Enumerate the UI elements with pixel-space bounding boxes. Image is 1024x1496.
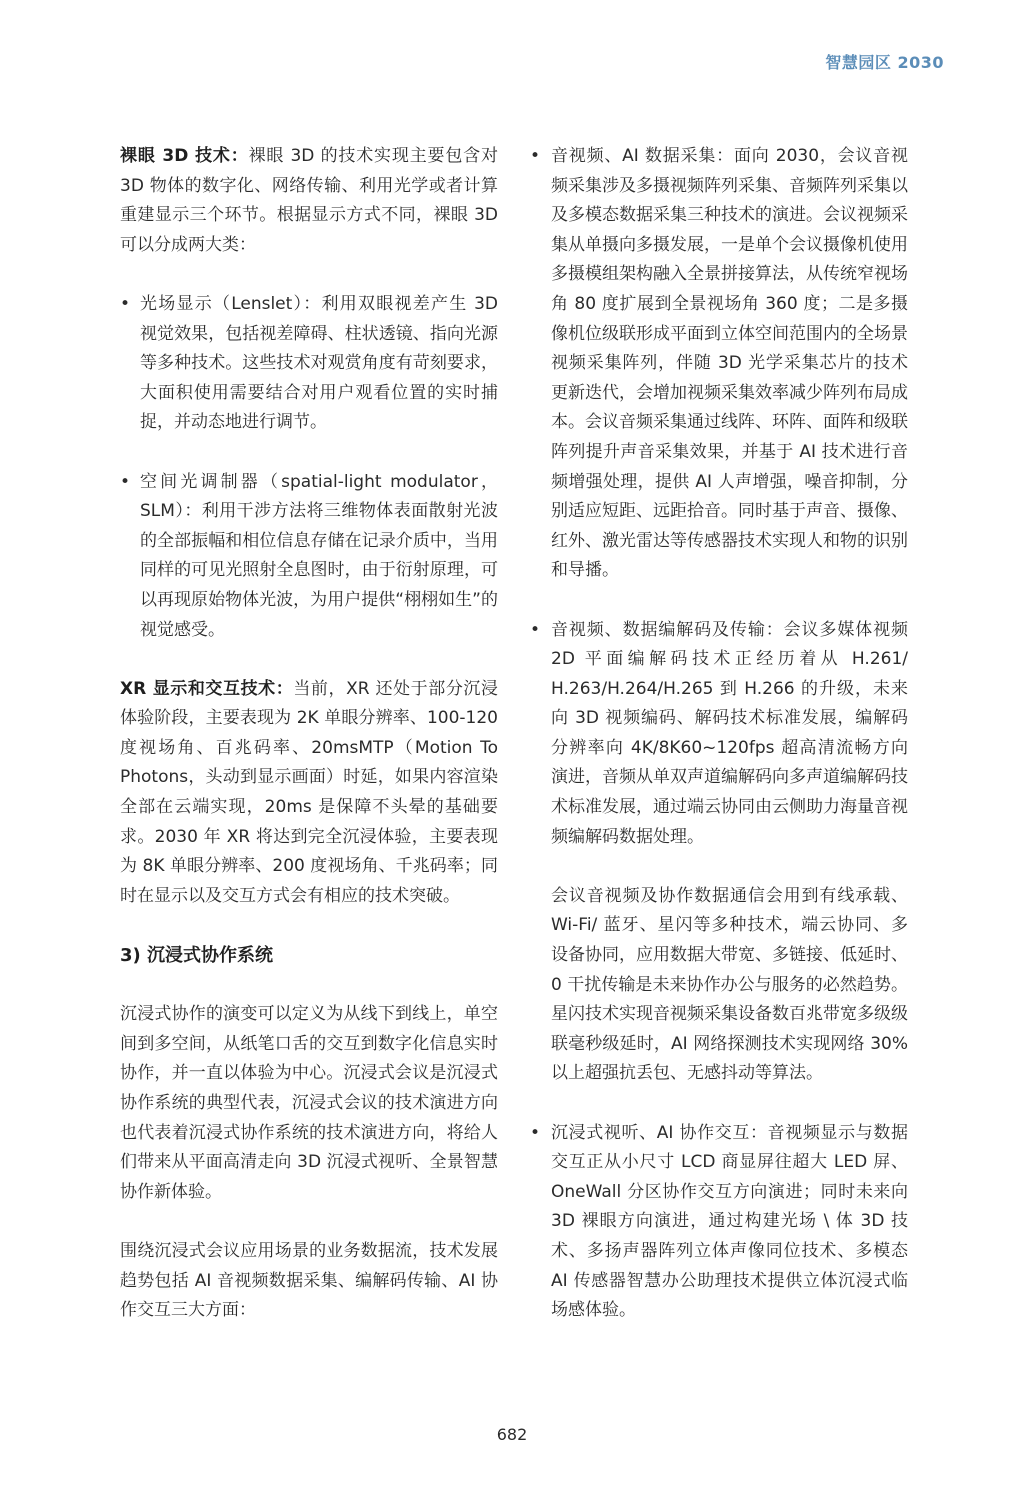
xr-label: XR 显示和交互技术：: [120, 678, 294, 699]
data-capture-bullet: • 音视频、AI 数据采集：面向 2030，会议音视频采集涉及多摄视频阵列采集、音频阵列采集以及多模态数据采集三种技术的演进。会议视频采集从单摄向多摄发展，一是单个会议摄像机使用多摄模组架构融入全景拼接算法，从传统窄视场角 80 度扩展到全景视场角 360 度；二是多摄像机位级联形成平面到立体空间范围内的全场景视频采集阵列，伴随 3D 光学采集芯片的技术更新迭代，会增加视频采集效率减少阵列布局成本。会议音频采集通过线阵、环阵、面阵和级联阵列提升声音采集效果，并基于 AI 技术进行音频增强处理，提供 AI 人声增强，噪音抑制，分别适应短距、远距拾音。同时基于声音、摄像、红外、激光雷达等传感器技术实现人和物的识别和导播。: [530, 142, 908, 586]
communication-paragraph: 会议音视频及协作数据通信会用到有线承载、Wi-Fi/ 蓝牙、星闪等多种技术，端云协同、多设备协同，应用数据大带宽、多链接、低延时、0 干扰传输是未来协作办公与服务的必然趋势。星闪技术实现音视频采集设备数百兆带宽多级级联毫秒级延时，AI 网络探测技术实现网络 30% 以上超强抗丢包、无感抖动等算法。: [551, 885, 908, 1084]
slm-bullet: • 空间光调制器（spatial-light modulator，SLM）：利用干涉方法将三维物体表面散射光波的全部振幅和相位信息存储在记录介质中，当用同样的可见光照射全息图时，由于衍射原理，可以再现原始物体光波，为用户提供“栩栩如生”的视觉感受。: [120, 468, 498, 646]
right-column: [530, 142, 908, 1326]
collaboration-paragraph: 沉浸式协作的演变可以定义为从线下到线上，单空间到多空间，从纸笔口舌的交互到数字化信息实时协作，并一直以体验为中心。沉浸式会议是沉浸式协作系统的典型代表，沉浸式会议的技术演进方向也代表着沉浸式协作系统的技术演进方向，将给人们带来从平面高清走向 3D 沉浸式视听、全景智慧协作新体验。: [120, 1004, 498, 1202]
codec-bullet: • 音视频、数据编解码及传输：会议多媒体视频 2D 平面编解码技术正经历着从 H.261/ H.263/H.264/H.265 到 H.266 的升级，未来向 3D 视频编码、解码技术标准发展，编解码分辨率向 4K/8K60~120fps 超高清流畅方向演进，音频从单双声道编解码向多声道编解码技术标准发展，通过端云协同由云侧助力海量音视频编解码数据处理。: [530, 616, 908, 853]
header-title: 智慧园区 2030: [825, 53, 944, 72]
left-column: [120, 142, 498, 1326]
section-heading: 3) 沉浸式协作系统: [120, 945, 274, 967]
naked-eye-3d-paragraph: [120, 142, 498, 260]
trends-paragraph: 围绕沉浸式会议应用场景的业务数据流，技术发展趋势包括 AI 音视频数据采集、编解码传输、AI 协作交互三大方面：: [120, 1240, 498, 1321]
naked-eye-3d-label: 裸眼 3D 技术：: [120, 146, 249, 166]
interaction-bullet: • 沉浸式视听、AI 协作交互：音视频显示与数据交互正从小尺寸 LCD 商显屏往超大 LED 屏、OneWall 分区协作交互方向演进；同时未来向 3D 裸眼方向演进，通过构建光场 \ 体 3D 技术、多扬声器阵列立体声像同位技术、多模态 AI 传感器智慧办公助理技术提供立体沉浸式临场感体验。: [530, 1119, 908, 1326]
page-number: 682: [496, 1425, 528, 1444]
xr-text: 当前，XR 还处于部分沉浸体验阶段，主要表现为 2K 单眼分辨率、100-120 度视场角、百兆码率、20msMTP（Motion To Photons，头动到显示画面）时延，如果内容渲染全部在云端实现，20ms 是保障不头晕的基础要求。2030 年 XR 将达到完全沉浸体验，主要表现为 8K 单眼分辨率、200 度视场角、千兆码率；同时在显示以及交互方式会有相应的技术突破。: [120, 678, 498, 906]
naked-eye-3d-text: 裸眼 3D 的技术实现主要包含对 3D 物体的数字化、网络传输、利用光学或者计算重建显示三个环节。根据显示方式不同，裸眼 3D 可以分成两大类：: [120, 146, 499, 255]
light-field-bullet: • 光场显示（Lenslet）：利用双眼视差产生 3D 视觉效果，包括视差障碍、柱状透镜、指向光源等多种技术。这些技术对观赏角度有苛刻要求，大面积使用需要结合对用户观看位置的实时捕捉，并动态地进行调节。: [120, 290, 498, 438]
xr-paragraph: [120, 675, 498, 912]
